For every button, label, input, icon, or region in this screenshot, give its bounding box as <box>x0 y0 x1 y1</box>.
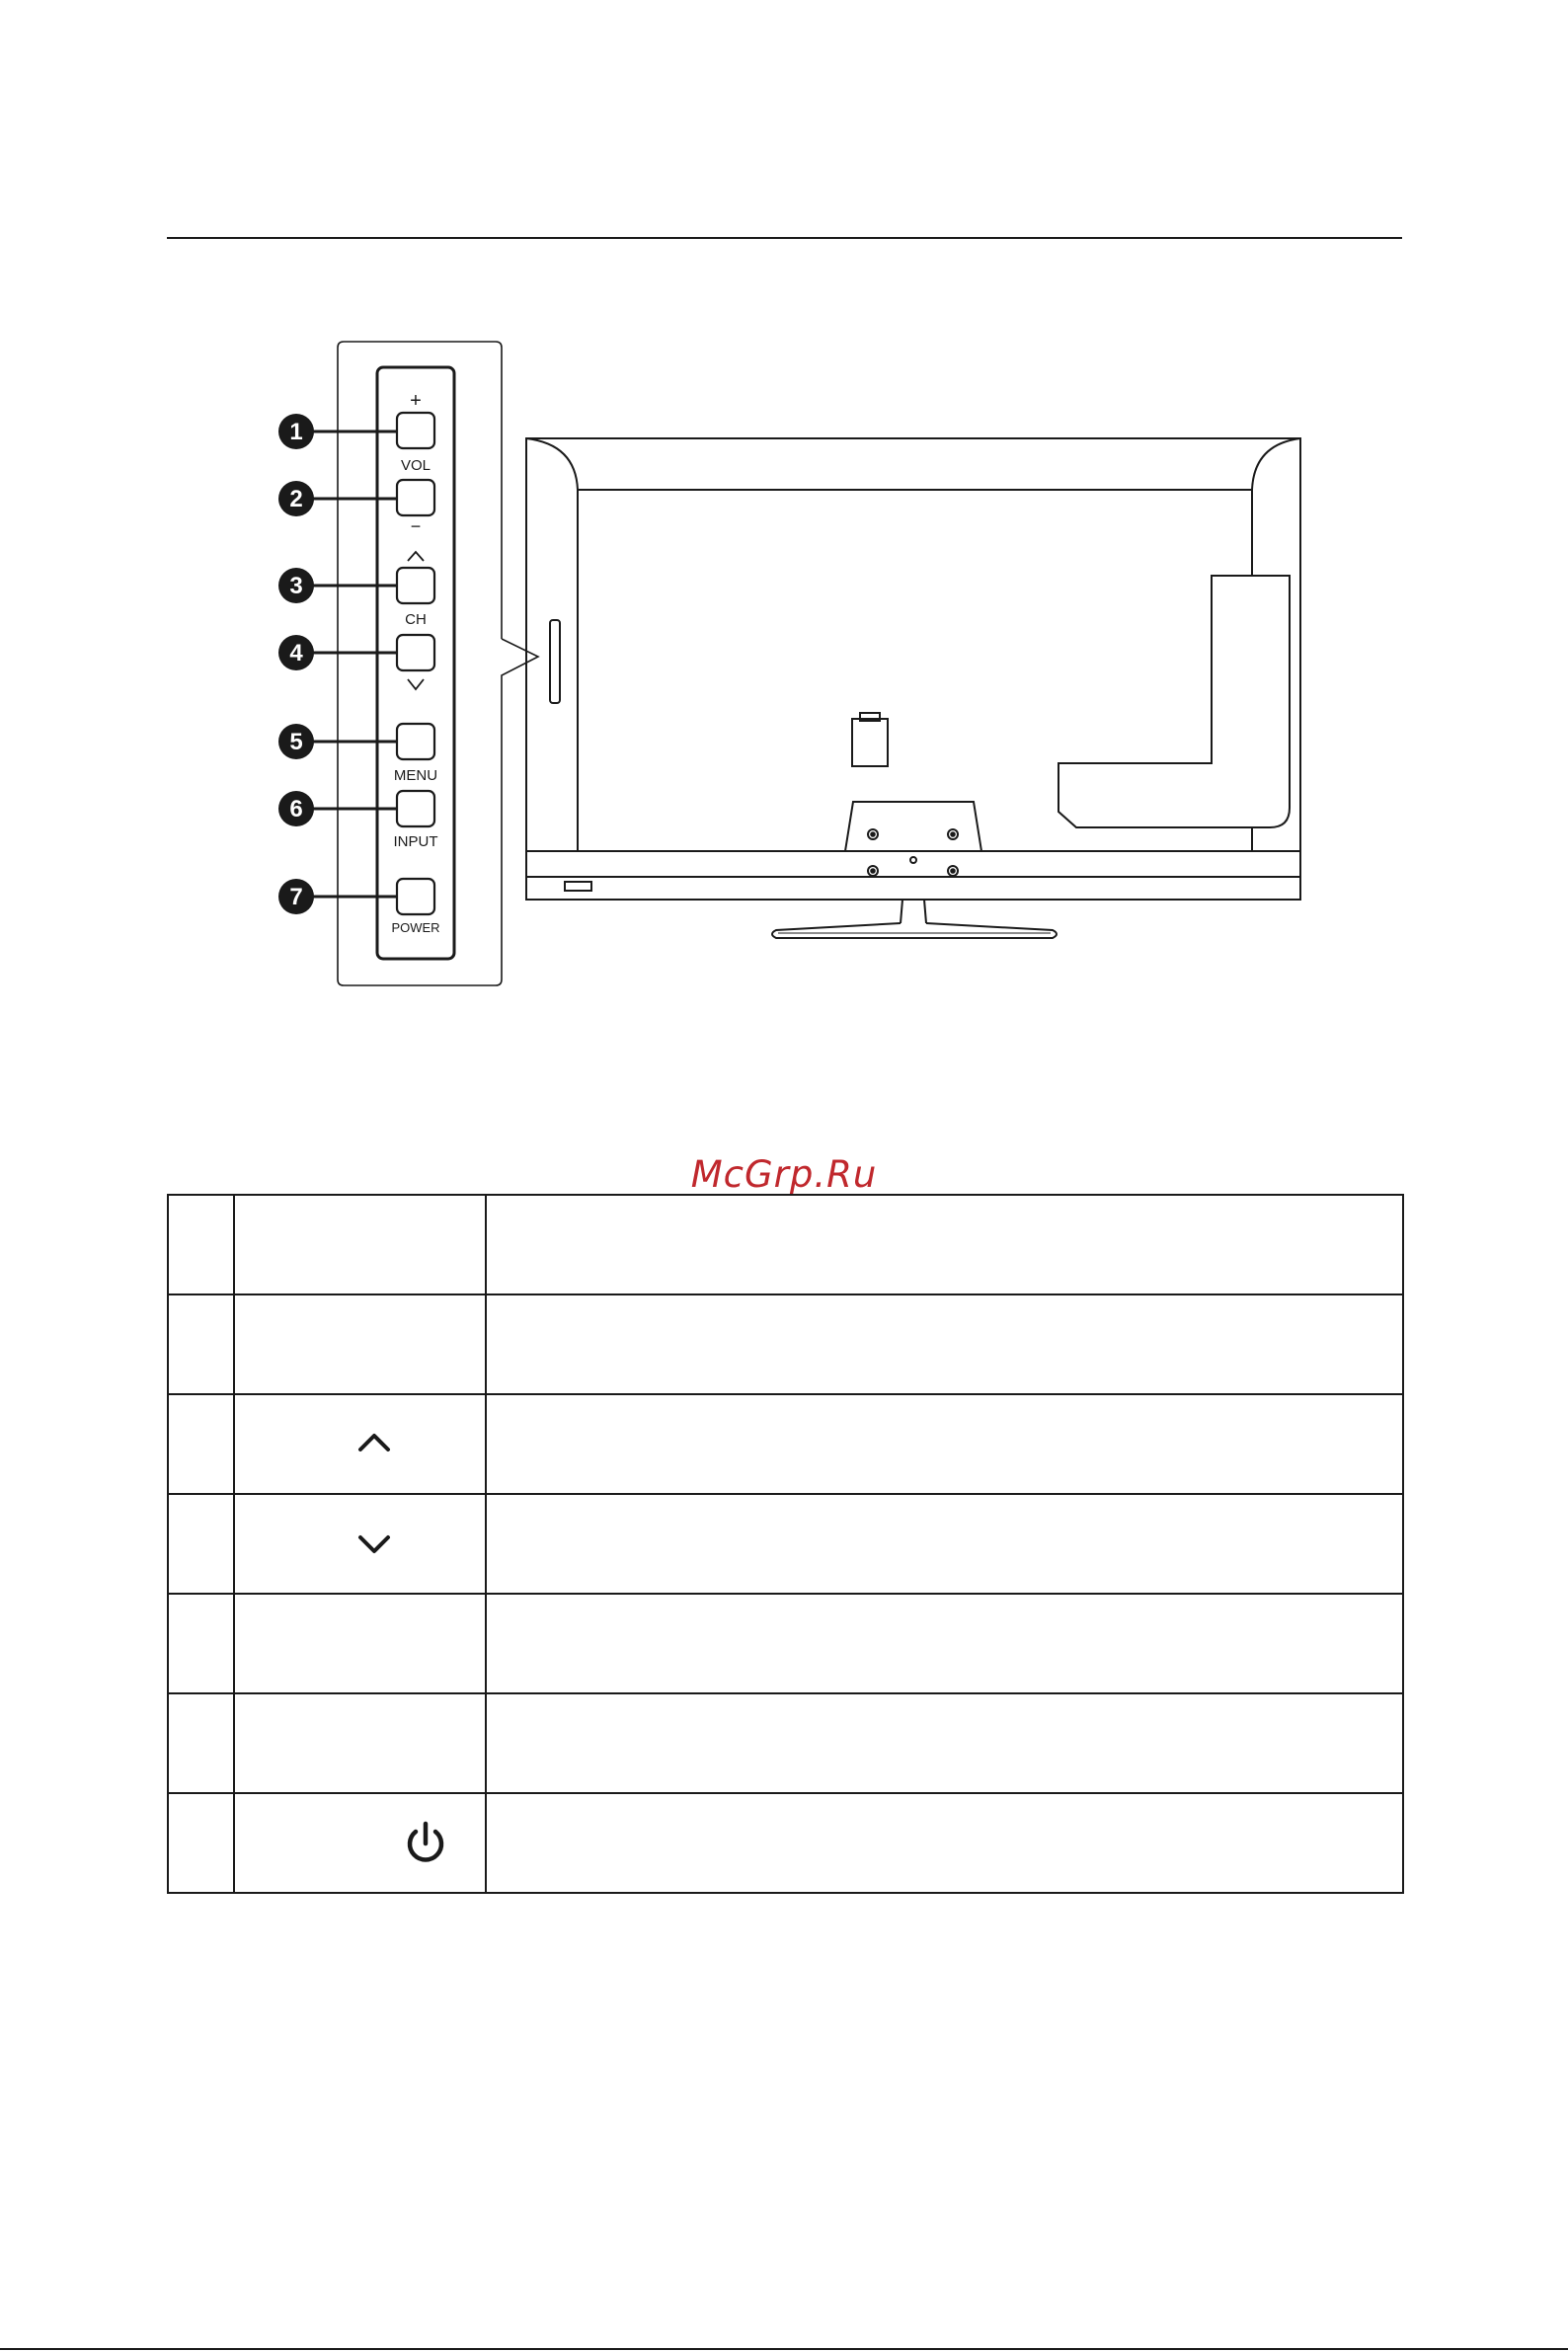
row-number-cell <box>168 1195 234 1294</box>
control-cell <box>234 1693 486 1793</box>
ch-up-chevron-icon <box>408 552 424 561</box>
vol-plus-button <box>397 413 434 448</box>
badge-3: 3 <box>289 573 303 599</box>
vol-label: VOL <box>400 457 431 474</box>
badge-6: 6 <box>289 796 303 823</box>
ch-up-button <box>397 568 434 603</box>
table-row <box>168 1195 1403 1294</box>
control-cell <box>234 1394 486 1494</box>
number-badges <box>278 414 314 914</box>
table-row <box>168 1594 1403 1693</box>
chevron-up-icon <box>357 1431 391 1452</box>
badge-1: 1 <box>289 419 303 445</box>
menu-button <box>397 724 434 759</box>
tv-back-view <box>526 438 1300 938</box>
table-row <box>168 1693 1403 1793</box>
badge-7: 7 <box>289 884 303 910</box>
table-row <box>168 1294 1403 1394</box>
input-label: INPUT <box>393 833 438 850</box>
power-icon <box>404 1820 447 1867</box>
leader-lines <box>312 431 397 897</box>
description-cell <box>486 1394 1403 1494</box>
control-cell <box>234 1594 486 1693</box>
description-cell <box>486 1294 1403 1394</box>
description-cell <box>486 1594 1403 1693</box>
description-cell <box>486 1693 1403 1793</box>
row-number-cell <box>168 1793 234 1893</box>
description-cell <box>486 1793 1403 1893</box>
control-panel-callout <box>338 342 538 985</box>
ch-down-button <box>397 635 434 670</box>
row-number-cell <box>168 1693 234 1793</box>
description-cell <box>486 1494 1403 1594</box>
ch-down-chevron-icon <box>408 679 424 689</box>
row-number-cell <box>168 1394 234 1494</box>
badge-2: 2 <box>289 486 303 512</box>
control-cell <box>234 1793 486 1893</box>
watermark: McGrp.Ru <box>690 1153 878 1196</box>
description-cell <box>486 1195 1403 1294</box>
menu-label: MENU <box>393 767 438 784</box>
row-number-cell <box>168 1494 234 1594</box>
control-cell <box>234 1294 486 1394</box>
tv-controls-diagram <box>0 0 1568 1037</box>
badge-5: 5 <box>289 729 303 755</box>
vol-minus-button <box>397 480 434 515</box>
row-number-cell <box>168 1294 234 1394</box>
table-row <box>168 1494 1403 1594</box>
badge-4: 4 <box>289 640 303 666</box>
chevron-down-icon <box>357 1534 391 1556</box>
input-button <box>397 791 434 826</box>
vol-plus-label: + <box>410 390 422 412</box>
power-label: POWER <box>391 920 440 935</box>
vol-minus-label: − <box>410 516 422 536</box>
table-row <box>168 1394 1403 1494</box>
table-row <box>168 1793 1403 1893</box>
power-button <box>397 879 434 914</box>
control-cell <box>234 1494 486 1594</box>
controls-table <box>167 1194 1404 1894</box>
row-number-cell <box>168 1594 234 1693</box>
control-cell <box>234 1195 486 1294</box>
ch-label: CH <box>405 611 427 628</box>
footer-rule <box>0 2348 1568 2350</box>
